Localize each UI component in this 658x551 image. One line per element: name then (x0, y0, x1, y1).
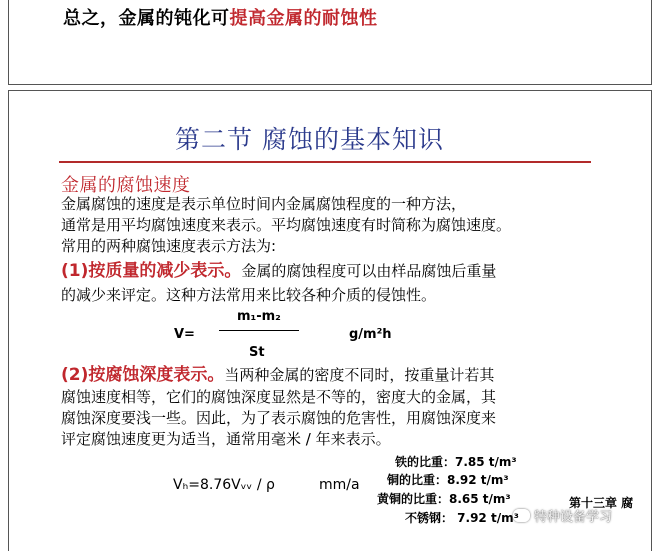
formula1-fraction-bar (219, 330, 299, 331)
method2-line-2: 腐蚀速度相等，它们的腐蚀深度显然是不等的，密度大的金属，其 (61, 388, 497, 406)
method1-line-1 (61, 261, 496, 281)
section-heading: 金属的腐蚀速度 (61, 175, 191, 196)
method1-text: 金属的腐蚀程度可以由样品腐蚀后重量 (241, 262, 497, 280)
method2-line-4: 评定腐蚀速度更为适当，通常用毫米 / 年来表示。 (61, 430, 391, 448)
formula1-lhs: V= (174, 327, 195, 342)
current-slide (8, 90, 652, 551)
density-copper: 铜的比重：8.92 t/m³ (387, 473, 509, 487)
formula2-unit: mm/a (319, 477, 360, 493)
intro-line-3: 常用的两种腐蚀速度表示方法为: (61, 237, 277, 255)
method2-line-3: 腐蚀深度要浅一些。因此，为了表示腐蚀的危害性，用腐蚀深度来 (61, 409, 497, 427)
formula1-unit: g/m²h (349, 327, 392, 342)
summary-prefix: 总之，金属的钝化可 (63, 8, 230, 29)
method1-line-2: 的减少来评定。这种方法常用来比较各种介质的侵蚀性。 (61, 286, 437, 304)
wechat-icon (513, 509, 530, 522)
previous-slide (8, 0, 652, 85)
formula2-expression: Vₕ=8.76Vᵥᵥ / ρ (173, 477, 275, 493)
summary-sentence (63, 4, 378, 30)
watermark-text: 特种设备学习 (534, 510, 613, 525)
watermark (513, 506, 612, 525)
formula1-denominator: St (249, 345, 265, 360)
density-brass: 黄铜的比重：8.65 t/m³ (377, 492, 511, 506)
intro-line-1: 金属腐蚀的速度是表示单位时间内金属腐蚀程度的一种方法， (61, 195, 467, 213)
method2-text: 当两种金属的密度不同时，按重量计若其 (224, 366, 495, 384)
slide-title: 第二节 腐蚀的基本知识 (175, 125, 444, 154)
method2-label: (2)按腐蚀深度表示。 (61, 365, 225, 385)
summary-highlight: 提高金属的耐蚀性 (229, 8, 378, 29)
intro-line-2: 通常是用平均腐蚀速度来表示。平均腐蚀速度有时简称为腐蚀速度。 (61, 216, 512, 234)
density-stainless-steel: 不锈钢： 7.92 t/m³ (405, 511, 519, 525)
density-iron: 铁的比重：7.85 t/m³ (395, 455, 517, 469)
method1-label: (1)按质量的减少表示。 (61, 261, 242, 281)
title-underline (59, 161, 591, 163)
method2-line-1 (61, 365, 494, 385)
chapter-tag: 第十三章 腐 (569, 496, 634, 510)
formula1-numerator: m₁-m₂ (237, 309, 281, 324)
